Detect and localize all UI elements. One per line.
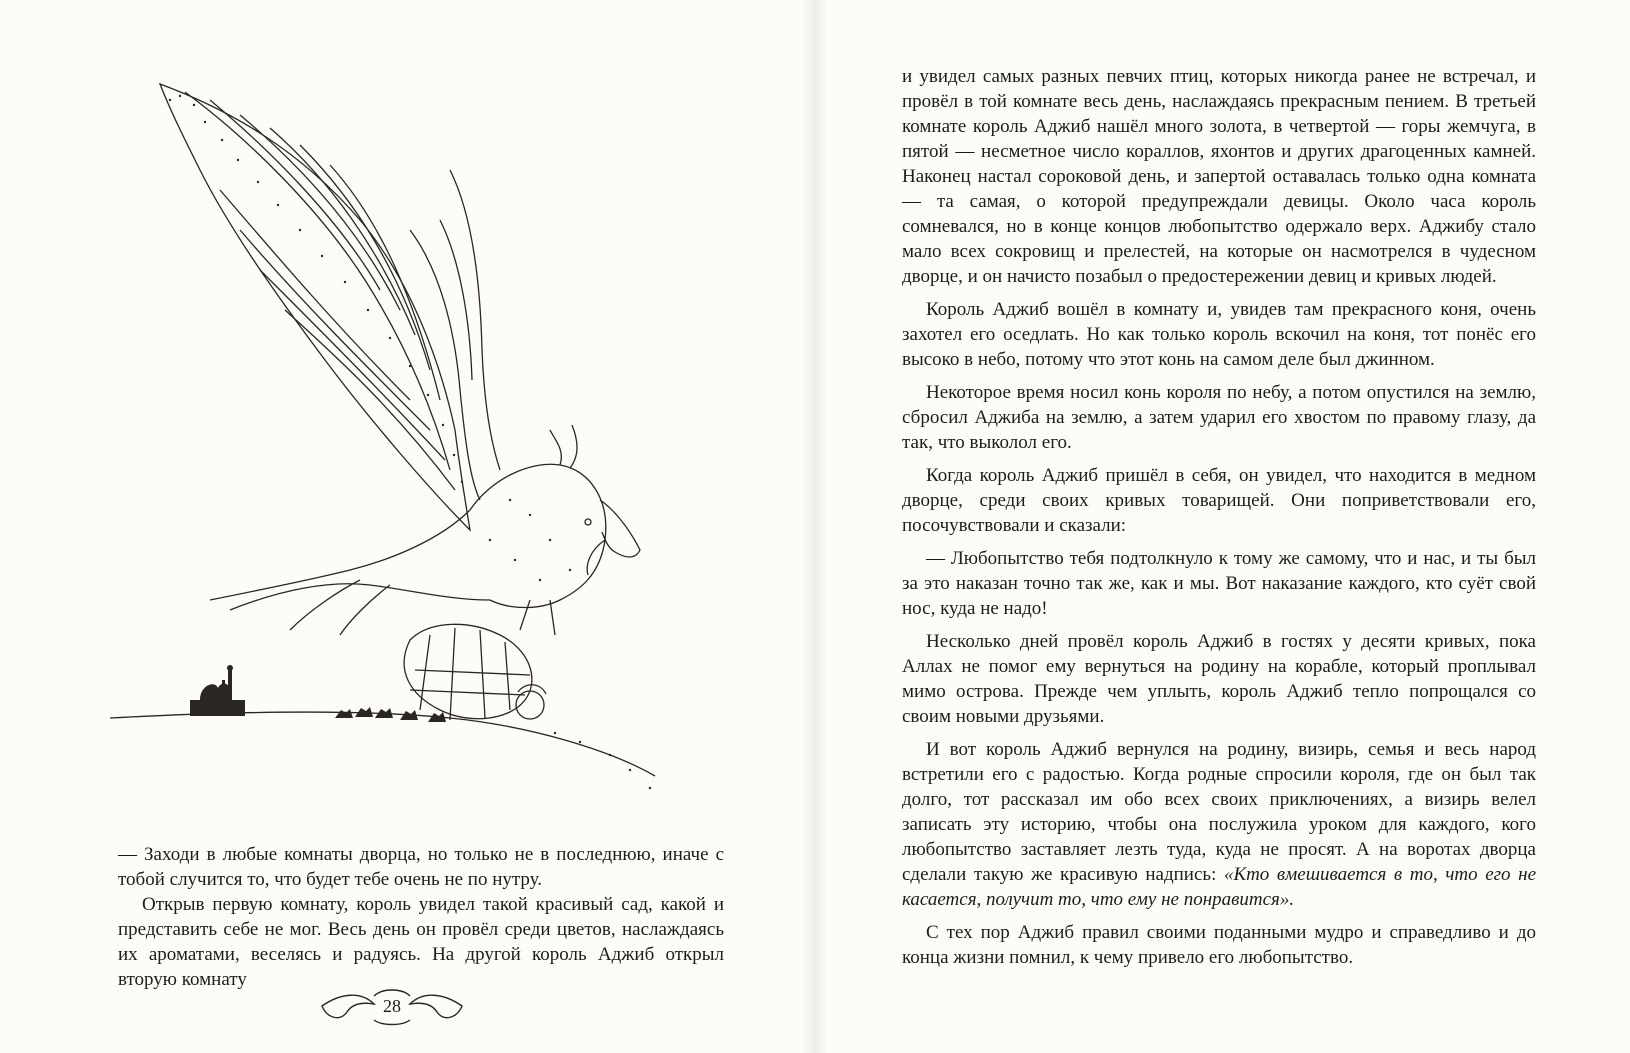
page-gutter <box>802 0 828 1053</box>
inscription-text: «Кто вмешивается в то, что его не касается, получит то, что ему не понравится». <box>902 864 1537 910</box>
left-page-text <box>118 842 724 992</box>
paragraph-with-inscription <box>902 737 1536 912</box>
paragraph: И вот король Аджиб вернулся на родину, визирь, семья и весь народ встретили его с радостью. Когда родные спросили короля, где он был так долго, тот рассказал им обо всех своих приключениях, а визирь велел записать эту историю, чтобы она послужила уроком для каждого, кого любопытство заставляет лезть туда, куда не просят. А на воротах дворца сделали такую же красивую надпись: <box>902 739 1536 885</box>
paragraph: и увидел самых разных певчих птиц, которых никогда ранее не встречал, и провёл в той комнате весь день, наслаждаясь прекрасным пением. В третьей комнате король Аджиб нашёл много золота, в четвертой — горы жемчуга, в пятой — несметное число кораллов, яхонтов и других драгоценных камней. Наконец настал сороковой день, и запертой оставалась только одна комната — та самая, о которой предупреждали девицы. Около часа король сомневался, но в конце концов любопытство одержало верх. Аджибу стало мало всех сокровищ и прелестей, на которые он насмотрелся в чудесном дворце, и он начисто позабыл о предостережении девиц и кривых людей. <box>902 66 1536 287</box>
page-number: 28 <box>383 996 401 1016</box>
paragraph: С тех пор Аджиб правил своими поданными мудро и справедливо и до конца жизни помнил, к чему привело его любопытство. <box>902 922 1536 968</box>
right-page-text <box>902 64 1536 970</box>
paragraph: Открыв первую комнату, король увидел такой красивый сад, какой и представить себе не мог. Весь день он провёл среди цветов, наслаждаясь их ароматами, веселясь и радуясь. На другой король Аджиб открыл вторую комнату <box>118 894 724 990</box>
bird-illustration <box>110 70 710 810</box>
paragraph: Несколько дней провёл король Аджиб в гостях у десяти кривых, пока Аллах не помог ему вернуться на родину на корабле, который проплывал мимо острова. Прежде чем уплыть, король Аджиб тепло попрощался со своим новыми друзьями. <box>902 631 1536 727</box>
paragraph: — Любопытство тебя подтолкнуло к тому же самому, что и нас, и ты был за это наказан точно так же, как и мы. Вот наказание каждого, кто суёт свой нос, куда не надо! <box>902 548 1536 619</box>
paragraph: Когда король Аджиб пришёл в себя, он увидел, что находится в медном дворце, среди своих кривых товарищей. Они поприветствовали его, посочувствовали и сказали: <box>902 465 1536 536</box>
paragraph: Некоторое время носил конь короля по небу, а потом опустился на землю, сбросил Аджиба на землю, а затем ударил его хвостом по правому глазу, да так, что выколол его. <box>902 382 1536 453</box>
paragraph: — Заходи в любые комнаты дворца, но только не в последнюю, иначе с тобой случится то, что будет тебе очень не по нутру. <box>118 844 724 890</box>
paragraph: Король Аджиб вошёл в комнату и, увидев там прекрасного коня, очень захотел его оседлать. Но как только король вскочил на коня, тот понёс его высоко в небо, потому что этот конь на самом деле был джинном. <box>902 299 1536 370</box>
